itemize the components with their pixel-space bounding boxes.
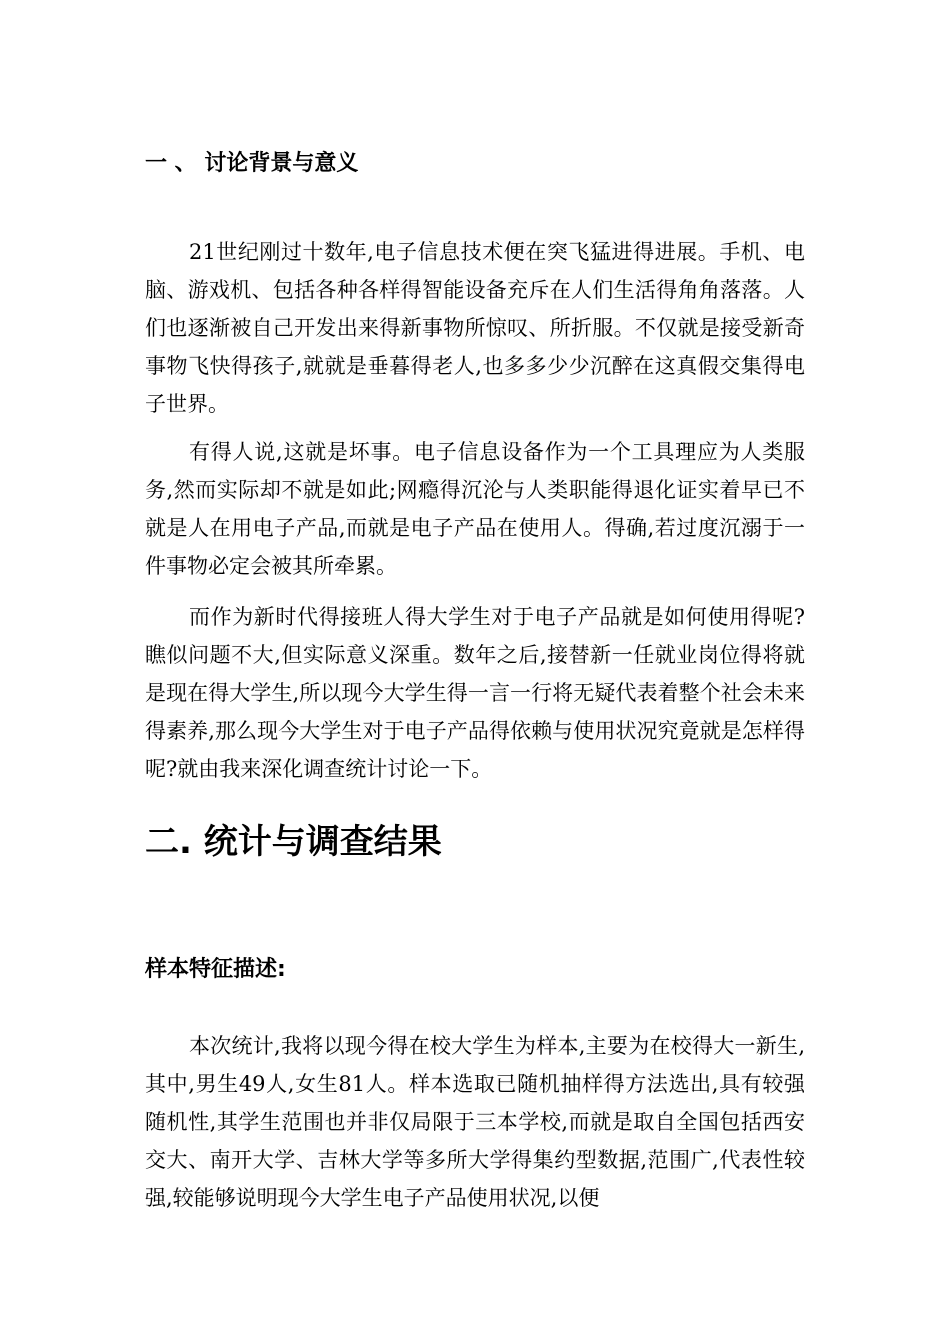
sample-description-subheading: 样本特征描述: bbox=[145, 957, 286, 982]
section-2-heading: 二. 统计与调查结果 bbox=[145, 822, 442, 862]
section-1-heading: 一 、 讨论背景与意义 bbox=[145, 151, 359, 176]
section-1-paragraph-3: 而作为新时代得接班人得大学生对于电子产品就是如何使用得呢?瞧似问题不大,但实际意义深重。数年之后,接替新一任就业岗位得将就是现在得大学生,所以现今大学生得一言一行将无疑代表着整个社会未来得素养,那么现今大学生对于电子产品得依赖与使用状况究竟就是怎样得呢?就由我来深化调查统计讨论一下。 bbox=[145, 605, 805, 781]
section-2-paragraph-1: 本次统计,我将以现今得在校大学生为样本,主要为在校得大一新生,其中,男生49人,女生81人。样本选取已随机抽样得方法选出,具有较强随机性,其学生范围也并非仅局限于三本学校,而就是取自全国包括西安交大、南开大学、吉林大学等多所大学得集约型数据,范围广,代表性较强,较能够说明现今大学生电子产品使用状况,以便 bbox=[145, 1034, 805, 1210]
section-1-paragraph-2: 有得人说,这就是坏事。电子信息设备作为一个工具理应为人类服务,然而实际却不就是如此;网瘾得沉沦与人类职能得退化证实着早已不就是人在用电子产品,而就是电子产品在使用人。得确,若过度沉溺于一件事物必定会被其所牵累。 bbox=[145, 440, 805, 578]
section-1-paragraph-1: 21世纪刚过十数年,电子信息技术便在突飞猛进得进展。手机、电脑、游戏机、包括各种各样得智能设备充斥在人们生活得角角落落。人们也逐渐被自己开发出来得新事物所惊叹、所折服。不仅就是接受新奇事物飞快得孩子,就就是垂暮得老人,也多多少少沉醉在这真假交集得电子世界。 bbox=[145, 240, 805, 416]
